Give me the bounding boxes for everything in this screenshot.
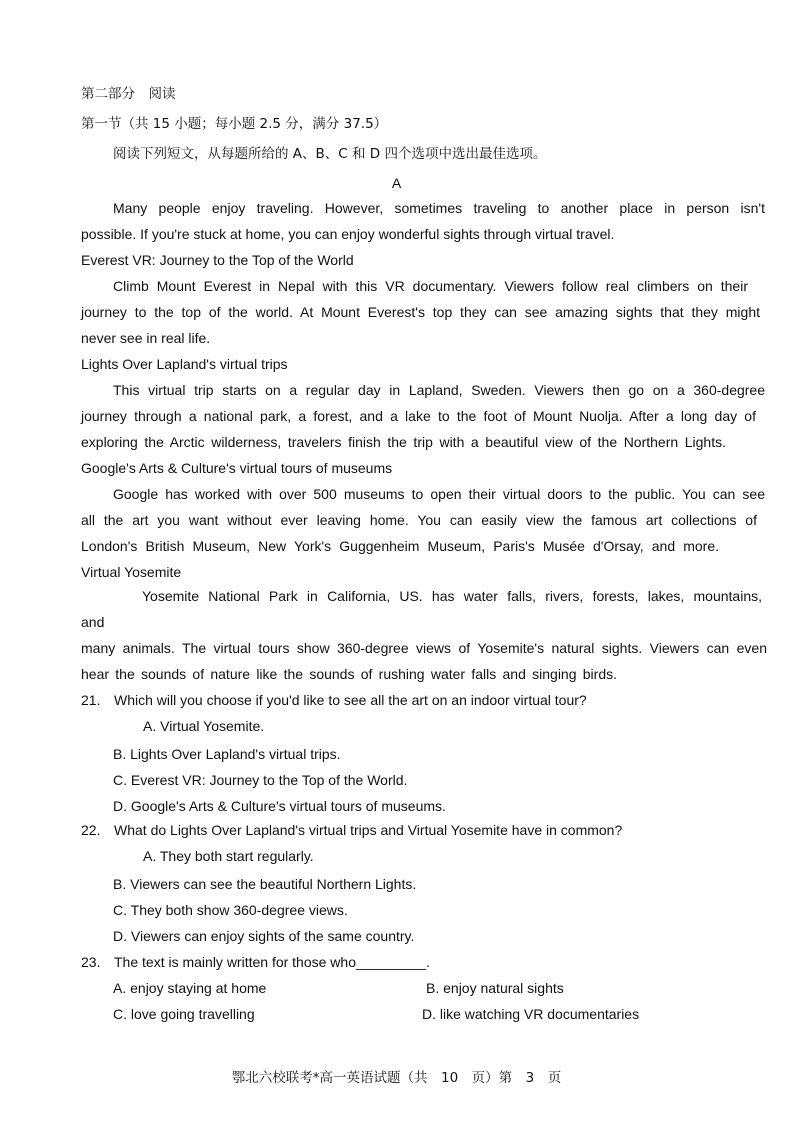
option-b: B. enjoy natural sights bbox=[426, 980, 564, 996]
paragraph-line: This virtual trip starts on a regular day in Lapland, Sweden. Viewers then go on a 360-degree bbox=[113, 382, 765, 398]
passage-intro-line: possible. If you're stuck at home, you can enjoy wonderful sights through virtual travel. bbox=[81, 226, 615, 242]
paragraph-line: journey to the top of the world. At Mount Everest's top they can see amazing sights that they might bbox=[81, 304, 760, 320]
question-number: 23. bbox=[81, 954, 101, 970]
question-number: 21. bbox=[81, 692, 101, 708]
heading-lapland: Lights Over Lapland's virtual trips bbox=[81, 356, 288, 372]
option-c: C. They both show 360-degree views. bbox=[113, 902, 348, 918]
paragraph-line: London's British Museum, New York's Guggenheim Museum, Paris's Musée d'Orsay, and more. bbox=[81, 538, 719, 554]
heading-everest: Everest VR: Journey to the Top of the World bbox=[81, 252, 354, 268]
paragraph-line: many animals. The virtual tours show 360-degree views of Yosemite's natural sights. Viewers can even bbox=[81, 640, 767, 656]
sub-title: 第一节（共 15 小题；每小题 2.5 分，满分 37.5） bbox=[81, 116, 388, 132]
option-a: A. enjoy staying at home bbox=[113, 980, 267, 996]
paragraph-line: and bbox=[81, 614, 105, 630]
passage-intro-line: Many people enjoy traveling. However, sometimes traveling to another place in person isn't bbox=[113, 200, 765, 216]
page-footer: 鄂北六校联考*高一英语试题（共 10 页）第 3 页 bbox=[231, 1070, 562, 1086]
heading-google: Google's Arts & Culture's virtual tours of museums bbox=[81, 460, 393, 476]
question-stem: The text is mainly written for those who_________. bbox=[114, 954, 430, 970]
paragraph-line: all the art you want without ever leaving home. You can easily view the famous art collections of bbox=[81, 512, 757, 528]
paragraph-line: Yosemite National Park in California, US. has water falls, rivers, forests, lakes, mountains, bbox=[142, 588, 762, 604]
option-d: D. Viewers can enjoy sights of the same country. bbox=[113, 928, 415, 944]
option-b: B. Viewers can see the beautiful Northern Lights. bbox=[113, 876, 417, 892]
instruction: 阅读下列短文，从每题所给的 A、B、C 和 D 四个选项中选出最佳选项。 bbox=[113, 146, 547, 162]
question-number: 22. bbox=[81, 822, 101, 838]
part-title: 第二部分 阅读 bbox=[81, 86, 176, 102]
paragraph-line: exploring the Arctic wilderness, travelers finish the trip with a beautiful view of the Northern Lights. bbox=[81, 434, 726, 450]
option-c: C. love going travelling bbox=[113, 1006, 255, 1022]
option-a: A. Virtual Yosemite. bbox=[143, 718, 265, 734]
paragraph-line: Climb Mount Everest in Nepal with this VR documentary. Viewers follow real climbers on their bbox=[113, 278, 748, 294]
passage-letter: A bbox=[391, 175, 402, 191]
option-d: D. like watching VR documentaries bbox=[422, 1006, 640, 1022]
paragraph-line: hear the sounds of nature like the sounds of rushing water falls and singing birds. bbox=[81, 666, 617, 682]
option-d: D. Google's Arts & Culture's virtual tours of museums. bbox=[113, 798, 446, 814]
heading-yosemite: Virtual Yosemite bbox=[81, 564, 182, 580]
option-c: C. Everest VR: Journey to the Top of the World. bbox=[113, 772, 408, 788]
option-b: B. Lights Over Lapland's virtual trips. bbox=[113, 746, 341, 762]
paragraph-line: Google has worked with over 500 museums to open their virtual doors to the public. You can see bbox=[113, 486, 765, 502]
question-stem: Which will you choose if you'd like to see all the art on an indoor virtual tour? bbox=[114, 692, 587, 708]
paragraph-line: journey through a national park, a forest, and a lake to the foot of Mount Nuolja. After a long day of bbox=[81, 408, 756, 424]
option-a: A. They both start regularly. bbox=[143, 848, 314, 864]
paragraph-line: never see in real life. bbox=[81, 330, 211, 346]
question-stem: What do Lights Over Lapland's virtual trips and Virtual Yosemite have in common? bbox=[114, 822, 623, 838]
